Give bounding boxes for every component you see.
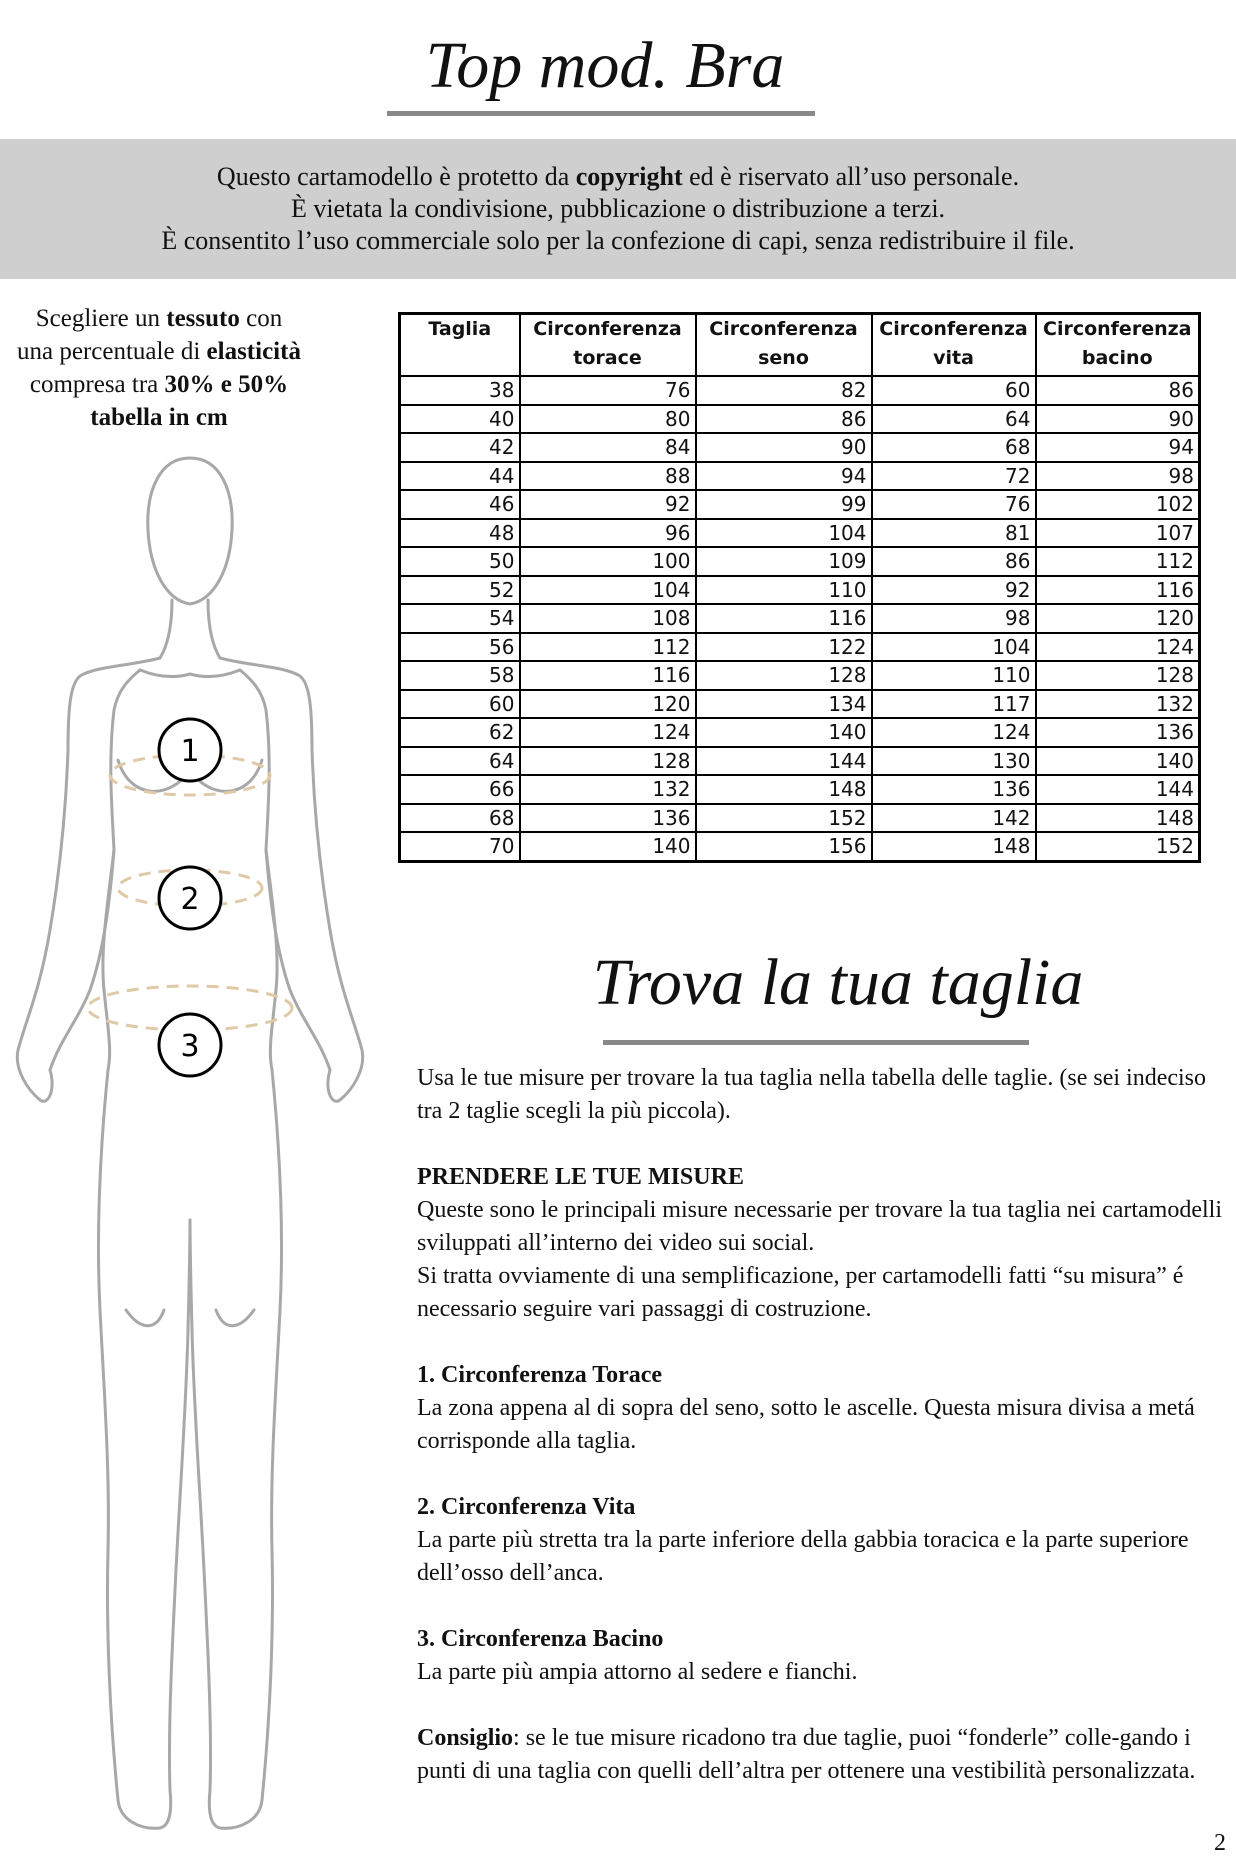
tip-text: : se le tue misure ricadono tra due taglie, puoi “fonderle” colle-gando i punti di una taglia con quelli dell’altra per ottenere una vestibilità personalizzata. (417, 1725, 1196, 1784)
size-table-cell: 38 (400, 376, 520, 405)
size-table-cell: 116 (1036, 576, 1200, 605)
size-table-row (400, 633, 1200, 662)
size-table-cell: 86 (1036, 376, 1200, 405)
guide-title-underline (603, 1040, 1029, 1045)
size-table-cell: 102 (1036, 490, 1200, 519)
item-torace: 1. Circonferenza Torace La zona appena al di sopra del seno, sotto le ascelle. Questa misura divisa a metá corrisponde alla taglia. (417, 1362, 1195, 1454)
size-table-cell: 128 (696, 661, 872, 690)
size-table-row (400, 433, 1200, 462)
size-table-row (400, 747, 1200, 776)
size-table-cell: 140 (696, 718, 872, 747)
tip-label: Consiglio (417, 1725, 514, 1751)
size-table-cell: 128 (520, 747, 696, 776)
size-table-cell: 86 (872, 547, 1036, 576)
size-table-cell: 130 (872, 747, 1036, 776)
measure-section (417, 1161, 1225, 1326)
size-table-cell: 134 (696, 690, 872, 719)
marker-1 (159, 719, 221, 781)
tip (417, 1722, 1225, 1788)
measure-heading: PRENDERE LE TUE MISURE (417, 1164, 744, 1190)
size-table-cell: 144 (1036, 775, 1200, 804)
size-table-cell: 64 (400, 747, 520, 776)
size-table-cell: 116 (520, 661, 696, 690)
size-table-cell: 50 (400, 547, 520, 576)
size-table-cell: 70 (400, 832, 520, 861)
size-table-cell: 148 (872, 832, 1036, 861)
size-table-cell: 148 (1036, 804, 1200, 833)
size-table-cell: 132 (1036, 690, 1200, 719)
size-table-cell: 82 (696, 376, 872, 405)
size-table-cell: 124 (872, 718, 1036, 747)
copyright-notice (0, 139, 1236, 279)
size-table-row (400, 376, 1200, 405)
size-table-row (400, 690, 1200, 719)
marker-3 (159, 1014, 221, 1076)
notice-line-2: È vietata la condivisione, pubblicazione o distribuzione a terzi. (290, 194, 946, 223)
size-table-cell: 124 (1036, 633, 1200, 662)
size-table-cell: 90 (1036, 405, 1200, 434)
size-table-cell: 104 (520, 576, 696, 605)
svg-text:1: 1 (180, 734, 200, 769)
page-title: Top mod. Bra (425, 29, 785, 102)
size-table-header: Circonferenza seno (696, 314, 872, 377)
size-table-row (400, 490, 1200, 519)
size-table-cell: 124 (520, 718, 696, 747)
size-table-cell: 96 (520, 519, 696, 548)
body-figure-illustration (0, 430, 390, 1840)
size-table-row (400, 576, 1200, 605)
size-table-cell: 46 (400, 490, 520, 519)
notice-line-3: È consentito l’uso commerciale solo per la confezione di capi, senza redistribuire il file. (161, 226, 1075, 255)
size-table-cell: 112 (520, 633, 696, 662)
fabric-instructions: Scegliere un tessuto con una percentuale di elasticità compresa tra 30% e 50% tabella in cm (17, 305, 301, 431)
size-table-cell: 56 (400, 633, 520, 662)
svg-text:2: 2 (180, 882, 200, 917)
size-table-row (400, 832, 1200, 861)
size-table-cell: 64 (872, 405, 1036, 434)
size-table-cell: 136 (1036, 718, 1200, 747)
size-table-row (400, 547, 1200, 576)
size-table-row (400, 519, 1200, 548)
size-table-cell: 81 (872, 519, 1036, 548)
size-table-cell: 42 (400, 433, 520, 462)
size-table-cell: 94 (696, 462, 872, 491)
size-table-cell: 90 (696, 433, 872, 462)
size-table-cell: 60 (400, 690, 520, 719)
size-table-cell: 86 (696, 405, 872, 434)
size-table-cell: 52 (400, 576, 520, 605)
size-table-cell: 148 (696, 775, 872, 804)
size-table-cell: 108 (520, 604, 696, 633)
size-table-cell: 94 (1036, 433, 1200, 462)
guide-body (417, 1062, 1225, 1821)
size-table-cell: 66 (400, 775, 520, 804)
size-table-header: Circonferenza torace (520, 314, 696, 377)
size-table-cell: 76 (872, 490, 1036, 519)
size-table-cell: 136 (872, 775, 1036, 804)
guide-title: Trova la tua taglia (592, 946, 1084, 1019)
size-table-header: Circonferenza bacino (1036, 314, 1200, 377)
size-table-row (400, 604, 1200, 633)
size-table-cell: 116 (696, 604, 872, 633)
size-table-cell: 136 (520, 804, 696, 833)
size-table-header: Circonferenza vita (872, 314, 1036, 377)
size-table-row (400, 718, 1200, 747)
size-table-cell: 110 (872, 661, 1036, 690)
item-bacino: 3. Circonferenza Bacino La parte più ampia attorno al sedere e fianchi. (417, 1626, 858, 1685)
svg-text:3: 3 (180, 1029, 200, 1064)
size-table-cell: 60 (872, 376, 1036, 405)
size-table-cell: 132 (520, 775, 696, 804)
size-table-cell: 92 (872, 576, 1036, 605)
size-table-cell: 104 (696, 519, 872, 548)
size-table-cell: 48 (400, 519, 520, 548)
size-table-cell: 128 (1036, 661, 1200, 690)
size-table-cell: 98 (872, 604, 1036, 633)
notice-line-1: Questo cartamodello è protetto da copyright ed è riservato all’uso personale. (216, 162, 1020, 191)
size-table-cell: 72 (872, 462, 1036, 491)
size-table-row (400, 462, 1200, 491)
size-table-cell: 98 (1036, 462, 1200, 491)
guide-intro: Usa le tue misure per trovare la tua taglia nella tabella delle taglie. (se sei indeciso tra 2 taglie scegli la più piccola). (417, 1065, 1207, 1124)
size-table-cell: 58 (400, 661, 520, 690)
size-table-cell: 152 (1036, 832, 1200, 861)
size-table-cell: 104 (872, 633, 1036, 662)
size-table-cell: 68 (872, 433, 1036, 462)
size-table-cell: 142 (872, 804, 1036, 833)
size-table-cell: 68 (400, 804, 520, 833)
item-vita: 2. Circonferenza Vita La parte più stretta tra la parte inferiore della gabbia toracica e la parte superiore dell’osso dell’anca. (417, 1494, 1189, 1586)
size-table-cell: 117 (872, 690, 1036, 719)
size-table-cell: 40 (400, 405, 520, 434)
size-table-row (400, 405, 1200, 434)
size-table-cell: 80 (520, 405, 696, 434)
size-table-cell: 88 (520, 462, 696, 491)
page-number: 2 (1214, 1830, 1226, 1856)
size-table-header: Taglia (400, 314, 520, 377)
size-table-cell: 44 (400, 462, 520, 491)
size-table-row (400, 661, 1200, 690)
size-table-cell: 112 (1036, 547, 1200, 576)
size-table-cell: 99 (696, 490, 872, 519)
size-table-cell: 122 (696, 633, 872, 662)
size-table-cell: 107 (1036, 519, 1200, 548)
size-table-cell: 100 (520, 547, 696, 576)
size-table-cell: 152 (696, 804, 872, 833)
size-table-cell: 140 (520, 832, 696, 861)
size-table-cell: 62 (400, 718, 520, 747)
size-table-cell: 120 (1036, 604, 1200, 633)
size-table-cell: 76 (520, 376, 696, 405)
marker-2 (159, 867, 221, 929)
size-table-cell: 54 (400, 604, 520, 633)
size-table (398, 312, 1201, 863)
size-table-cell: 92 (520, 490, 696, 519)
size-table-cell: 109 (696, 547, 872, 576)
title-underline (387, 111, 815, 116)
measure-text-2: Si tratta ovviamente di una semplificazione, per cartamodelli fatti “su misura” é necessario seguire vari passaggi di costruzione. (417, 1263, 1184, 1322)
size-table-cell: 140 (1036, 747, 1200, 776)
size-table-cell: 120 (520, 690, 696, 719)
size-table-cell: 144 (696, 747, 872, 776)
size-table-cell: 110 (696, 576, 872, 605)
size-table-cell: 156 (696, 832, 872, 861)
size-table-header-row (400, 314, 1200, 377)
measure-text-1: Queste sono le principali misure necessarie per trovare la tua taglia nei cartamodelli sviluppati all’interno dei video sui social. (417, 1197, 1223, 1256)
size-table-row (400, 775, 1200, 804)
size-table-cell: 84 (520, 433, 696, 462)
size-table-row (400, 804, 1200, 833)
